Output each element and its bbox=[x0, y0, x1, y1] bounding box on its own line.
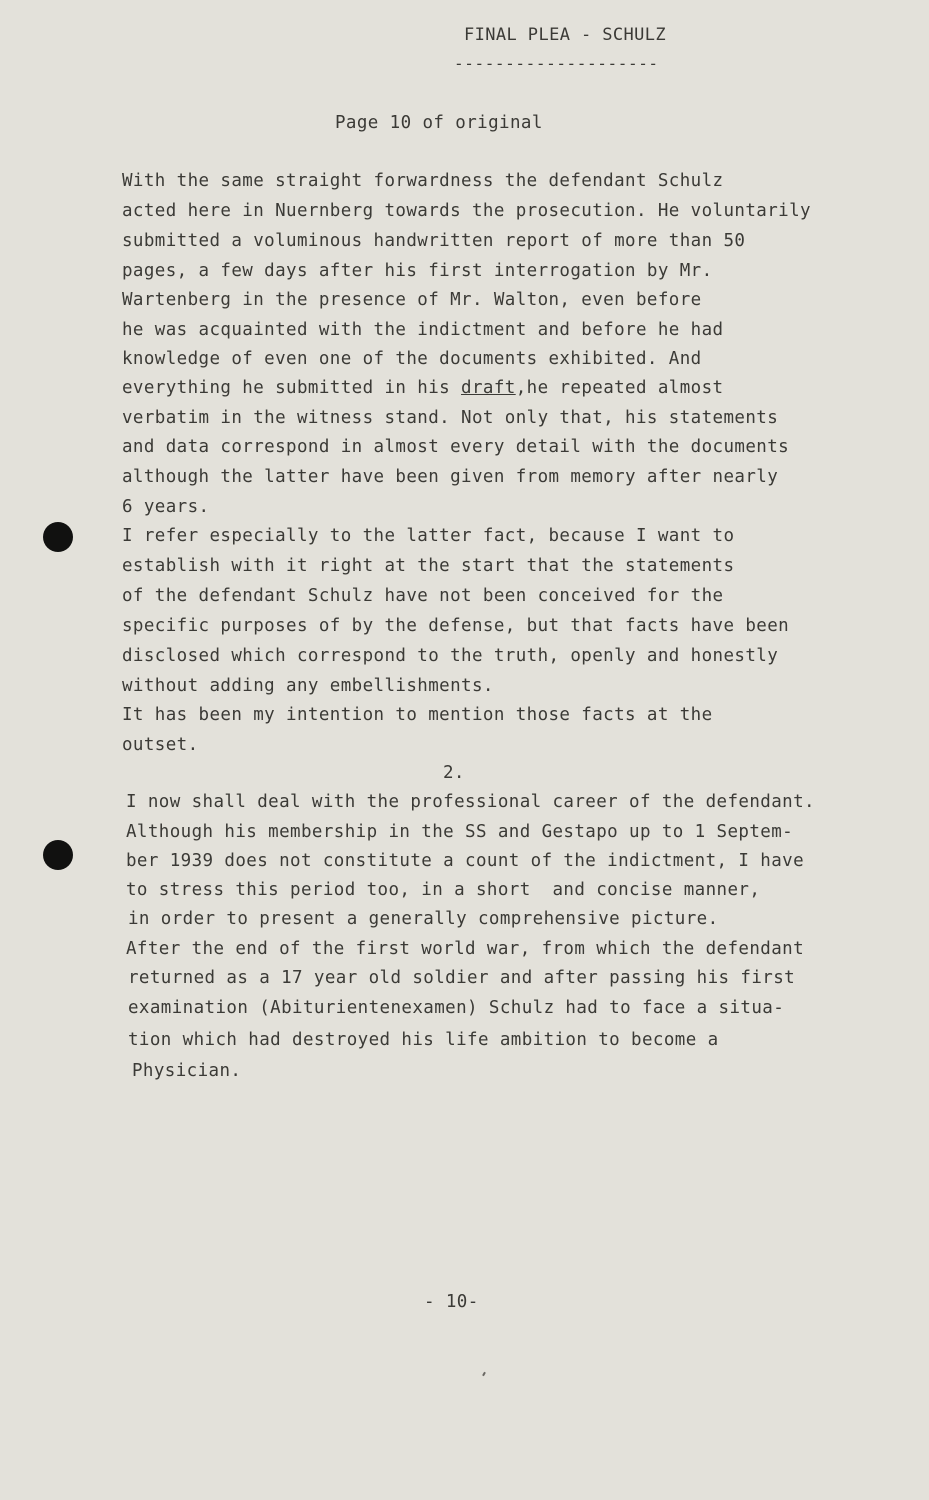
body-line: submitted a voluminous handwritten report of more than 50 bbox=[122, 231, 746, 251]
body-line: pages, a few days after his first interrogation by Mr. bbox=[122, 261, 713, 281]
body-text: everything he submitted in his bbox=[122, 378, 462, 398]
body-line: although the latter have been given from memory after nearly bbox=[122, 467, 779, 487]
section-line: Although his membership in the SS and Gestapo up to 1 Septem- bbox=[126, 822, 794, 842]
body-line: without adding any embellishments. bbox=[122, 676, 494, 696]
section-line: in order to present a generally comprehensive picture. bbox=[128, 909, 719, 929]
body-line: It has been my intention to mention those facts at the bbox=[122, 705, 713, 725]
section-line: I now shall deal with the professional career of the defendant. bbox=[126, 792, 815, 812]
body-line: Wartenberg in the presence of Mr. Walton, even before bbox=[122, 290, 702, 310]
body-line: outset. bbox=[122, 735, 199, 755]
paper-speck bbox=[482, 1372, 486, 1376]
body-line: and data correspond in almost every detail with the documents bbox=[122, 437, 790, 457]
body-line: I refer especially to the latter fact, because I want to bbox=[122, 526, 735, 546]
title-underline-rule: -------------------- bbox=[454, 54, 659, 73]
body-text: ,he repeated almost bbox=[515, 378, 724, 398]
page-number: - 10- bbox=[424, 1292, 479, 1312]
body-line: establish with it right at the start that the statements bbox=[122, 556, 735, 576]
body-line: 6 years. bbox=[122, 497, 210, 517]
body-line: specific purposes of by the defense, but that facts have been bbox=[122, 616, 790, 636]
body-line: of the defendant Schulz have not been conceived for the bbox=[122, 586, 724, 606]
body-line: verbatim in the witness stand. Not only that, his statements bbox=[122, 408, 779, 428]
body-line: knowledge of even one of the documents exhibited. And bbox=[122, 349, 702, 369]
body-line-with-underline bbox=[122, 378, 724, 398]
punch-hole bbox=[43, 840, 73, 870]
section-number: 2. bbox=[443, 763, 465, 783]
body-line: disclosed which correspond to the truth, openly and honestly bbox=[122, 646, 779, 666]
section-line: examination (Abiturientenexamen) Schulz had to face a situa- bbox=[128, 998, 785, 1018]
page-reference: Page 10 of original bbox=[335, 113, 543, 133]
body-line: acted here in Nuernberg towards the prosecution. He voluntarily bbox=[122, 201, 811, 221]
section-line: Physician. bbox=[132, 1061, 242, 1081]
punch-hole bbox=[43, 522, 73, 552]
section-line: returned as a 17 year old soldier and after passing his first bbox=[128, 968, 796, 988]
body-line: he was acquainted with the indictment and before he had bbox=[122, 320, 724, 340]
section-line: to stress this period too, in a short and concise manner, bbox=[126, 880, 761, 900]
section-line: After the end of the first world war, from which the defendant bbox=[126, 939, 805, 959]
body-line: With the same straight forwardness the defendant Schulz bbox=[122, 171, 724, 191]
underlined-word: draft bbox=[461, 378, 516, 398]
document-title: FINAL PLEA - SCHULZ bbox=[464, 25, 667, 45]
section-line: ber 1939 does not constitute a count of the indictment, I have bbox=[126, 851, 805, 871]
section-line: tion which had destroyed his life ambition to become a bbox=[128, 1030, 719, 1050]
